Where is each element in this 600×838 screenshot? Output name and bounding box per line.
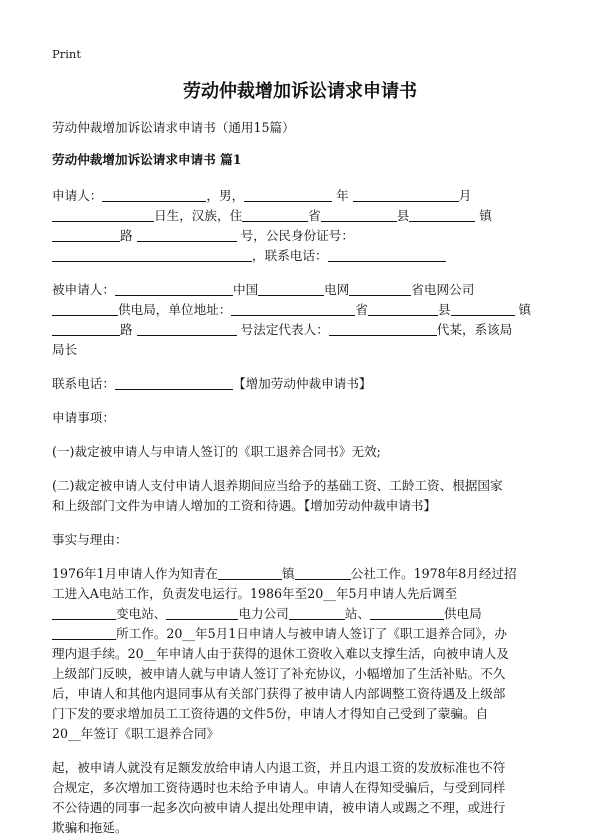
facts-paragraph	[52, 564, 550, 744]
matters-label: 申请事项：	[52, 410, 115, 425]
province-text: 省	[308, 208, 321, 223]
facts-text: 电力公司	[238, 606, 289, 621]
grid-text: 电网	[324, 282, 350, 297]
facts-line-2: 工进入A电站工作，负责发电运行。1986年至20__年5月申请人先后调至	[52, 586, 458, 601]
document-body	[52, 118, 550, 838]
blank-field	[218, 565, 282, 580]
respondent-block	[52, 280, 550, 360]
blank-field	[370, 605, 444, 620]
closing-line-3: 不公待遇的同事一起多次向被申请人提出处理申请，被申请人或踢之不理，或进行	[52, 800, 506, 815]
respondent-label: 被申请人：	[52, 282, 115, 297]
applicant-line-4	[52, 246, 550, 266]
blank-field	[329, 321, 437, 336]
facts-text: 供电局	[443, 606, 482, 621]
facts-text: 所工作。20__年5月1日申请人与被申请人签订了《职工退养合同》，办	[116, 626, 507, 641]
blank-field	[52, 247, 252, 262]
facts-line-3	[52, 604, 550, 624]
applicant-label: 申请人：	[52, 188, 103, 203]
bureau-text: 供电局，单位地址：	[118, 302, 232, 317]
blank-field	[52, 227, 120, 242]
blank-field	[137, 227, 237, 242]
birth-text: 日生，汉族，住	[154, 208, 243, 223]
facts-text: 变电站、	[116, 606, 167, 621]
respondent-line-1	[52, 280, 550, 300]
matter-item-2	[52, 476, 550, 516]
contact-line	[52, 374, 550, 394]
province-text: 省	[355, 302, 368, 317]
china-text: 中国	[232, 282, 259, 297]
matter-2-line-1: (二)裁定被申请人支付申请人退养期间应当给予的基础工资、工龄工资、根据国家	[52, 478, 503, 493]
matter-item-1: (一)裁定被申请人与申请人签订的《职工退养合同书》无效;	[52, 444, 381, 459]
blank-field	[368, 301, 438, 316]
closing-line-1: 起，被申请人就没有足额发放给申请人内退工资，并且内退工资的发放标准也不符	[52, 760, 506, 775]
blank-field	[353, 187, 459, 202]
applicant-line-3	[52, 226, 550, 246]
respondent-line-3	[52, 320, 550, 340]
facts-line-5: 理内退手续。20__年申请人由于获得的退休工资收入难以支撑生活，向被申请人及	[52, 646, 509, 661]
phone-text: ，联系电话：	[252, 248, 328, 263]
road-text: 路	[120, 228, 133, 243]
contact-label: 联系电话：	[52, 376, 115, 391]
blank-field	[52, 625, 116, 640]
blank-field	[52, 321, 120, 336]
blank-field	[289, 605, 345, 620]
section-heading: 劳动仲裁增加诉讼请求申请书 篇1	[52, 152, 242, 167]
facts-label: 事实与理由：	[52, 532, 128, 547]
facts-line-1	[52, 564, 550, 584]
blank-field	[166, 605, 238, 620]
document-subtitle: 劳动仲裁增加诉讼请求申请书（通用15篇）	[52, 120, 295, 135]
prov-grid-text: 省电网公司	[411, 282, 475, 297]
blank-field	[409, 207, 475, 222]
matter-2-line-2: 和上级部门文件为申请人增加的工资和待遇。【增加劳动仲裁申请书】	[52, 498, 437, 513]
blank-field	[258, 281, 324, 296]
gender-text: ，男，	[206, 188, 245, 203]
facts-text: 站、	[344, 606, 370, 621]
blank-field	[115, 281, 233, 296]
applicant-block	[52, 186, 550, 266]
print-link[interactable]: Print	[52, 47, 81, 61]
blank-field	[349, 281, 411, 296]
respondent-line-2	[52, 300, 550, 320]
applicant-line-2	[52, 206, 550, 226]
closing-line-4: 欺骗和拖延。	[52, 820, 128, 835]
facts-line-6: 上级部门反映，被申请人就与申请人签订了补充协议，小幅增加了生活补贴。不久	[52, 666, 506, 681]
facts-line-8: 门下发的要求增加员工工资待遇的文件5份，申请人才得知自己受到了蒙骗。自	[52, 706, 489, 721]
closing-line-2: 合规定，多次增加工资待遇时也未给予申请人。申请人在得知受骗后，与受到同样	[52, 780, 506, 795]
page-title: 劳动仲裁增加诉讼请求申请书	[183, 81, 417, 102]
county-text: 县	[396, 208, 410, 223]
blank-field	[115, 375, 233, 390]
facts-line-7: 后，申请人和其他内退同事从有关部门获得了被申请人内部调整工资待遇及上级部	[52, 686, 506, 701]
blank-field	[295, 565, 351, 580]
county-text: 县	[437, 302, 451, 317]
facts-text: 公社工作。1978年8月经过招	[350, 566, 517, 581]
town-text: 镇	[479, 208, 492, 223]
year-text: 年	[336, 188, 349, 203]
facts-line-4	[52, 624, 550, 644]
blank-field	[242, 207, 308, 222]
blank-field	[137, 321, 237, 336]
road-text: 路	[120, 322, 133, 337]
closing-paragraph	[52, 758, 550, 838]
id-text: 号，公民身份证号：	[240, 228, 354, 243]
blank-field	[244, 187, 332, 202]
blank-field	[102, 187, 206, 202]
rep-text: 号法定代表人：	[240, 322, 329, 337]
town-text: 镇	[518, 302, 532, 317]
contact-tag-link[interactable]: 【增加劳动仲裁申请书】	[232, 376, 372, 391]
blank-field	[52, 207, 154, 222]
facts-text: 1976年1月申请人作为知青在	[52, 566, 219, 581]
blank-field	[52, 605, 116, 620]
facts-line-9: 20__年签订《职工退养合同》	[52, 726, 220, 741]
director-text: 代某，系该局	[436, 322, 513, 337]
respondent-line-4: 局长	[52, 342, 78, 357]
blank-field	[321, 207, 397, 222]
blank-field	[451, 301, 515, 316]
month-text: 月	[458, 188, 472, 203]
blank-field	[328, 247, 446, 262]
blank-field	[52, 301, 118, 316]
applicant-line-1	[52, 186, 550, 206]
blank-field	[231, 301, 355, 316]
facts-text: 镇	[282, 566, 295, 581]
